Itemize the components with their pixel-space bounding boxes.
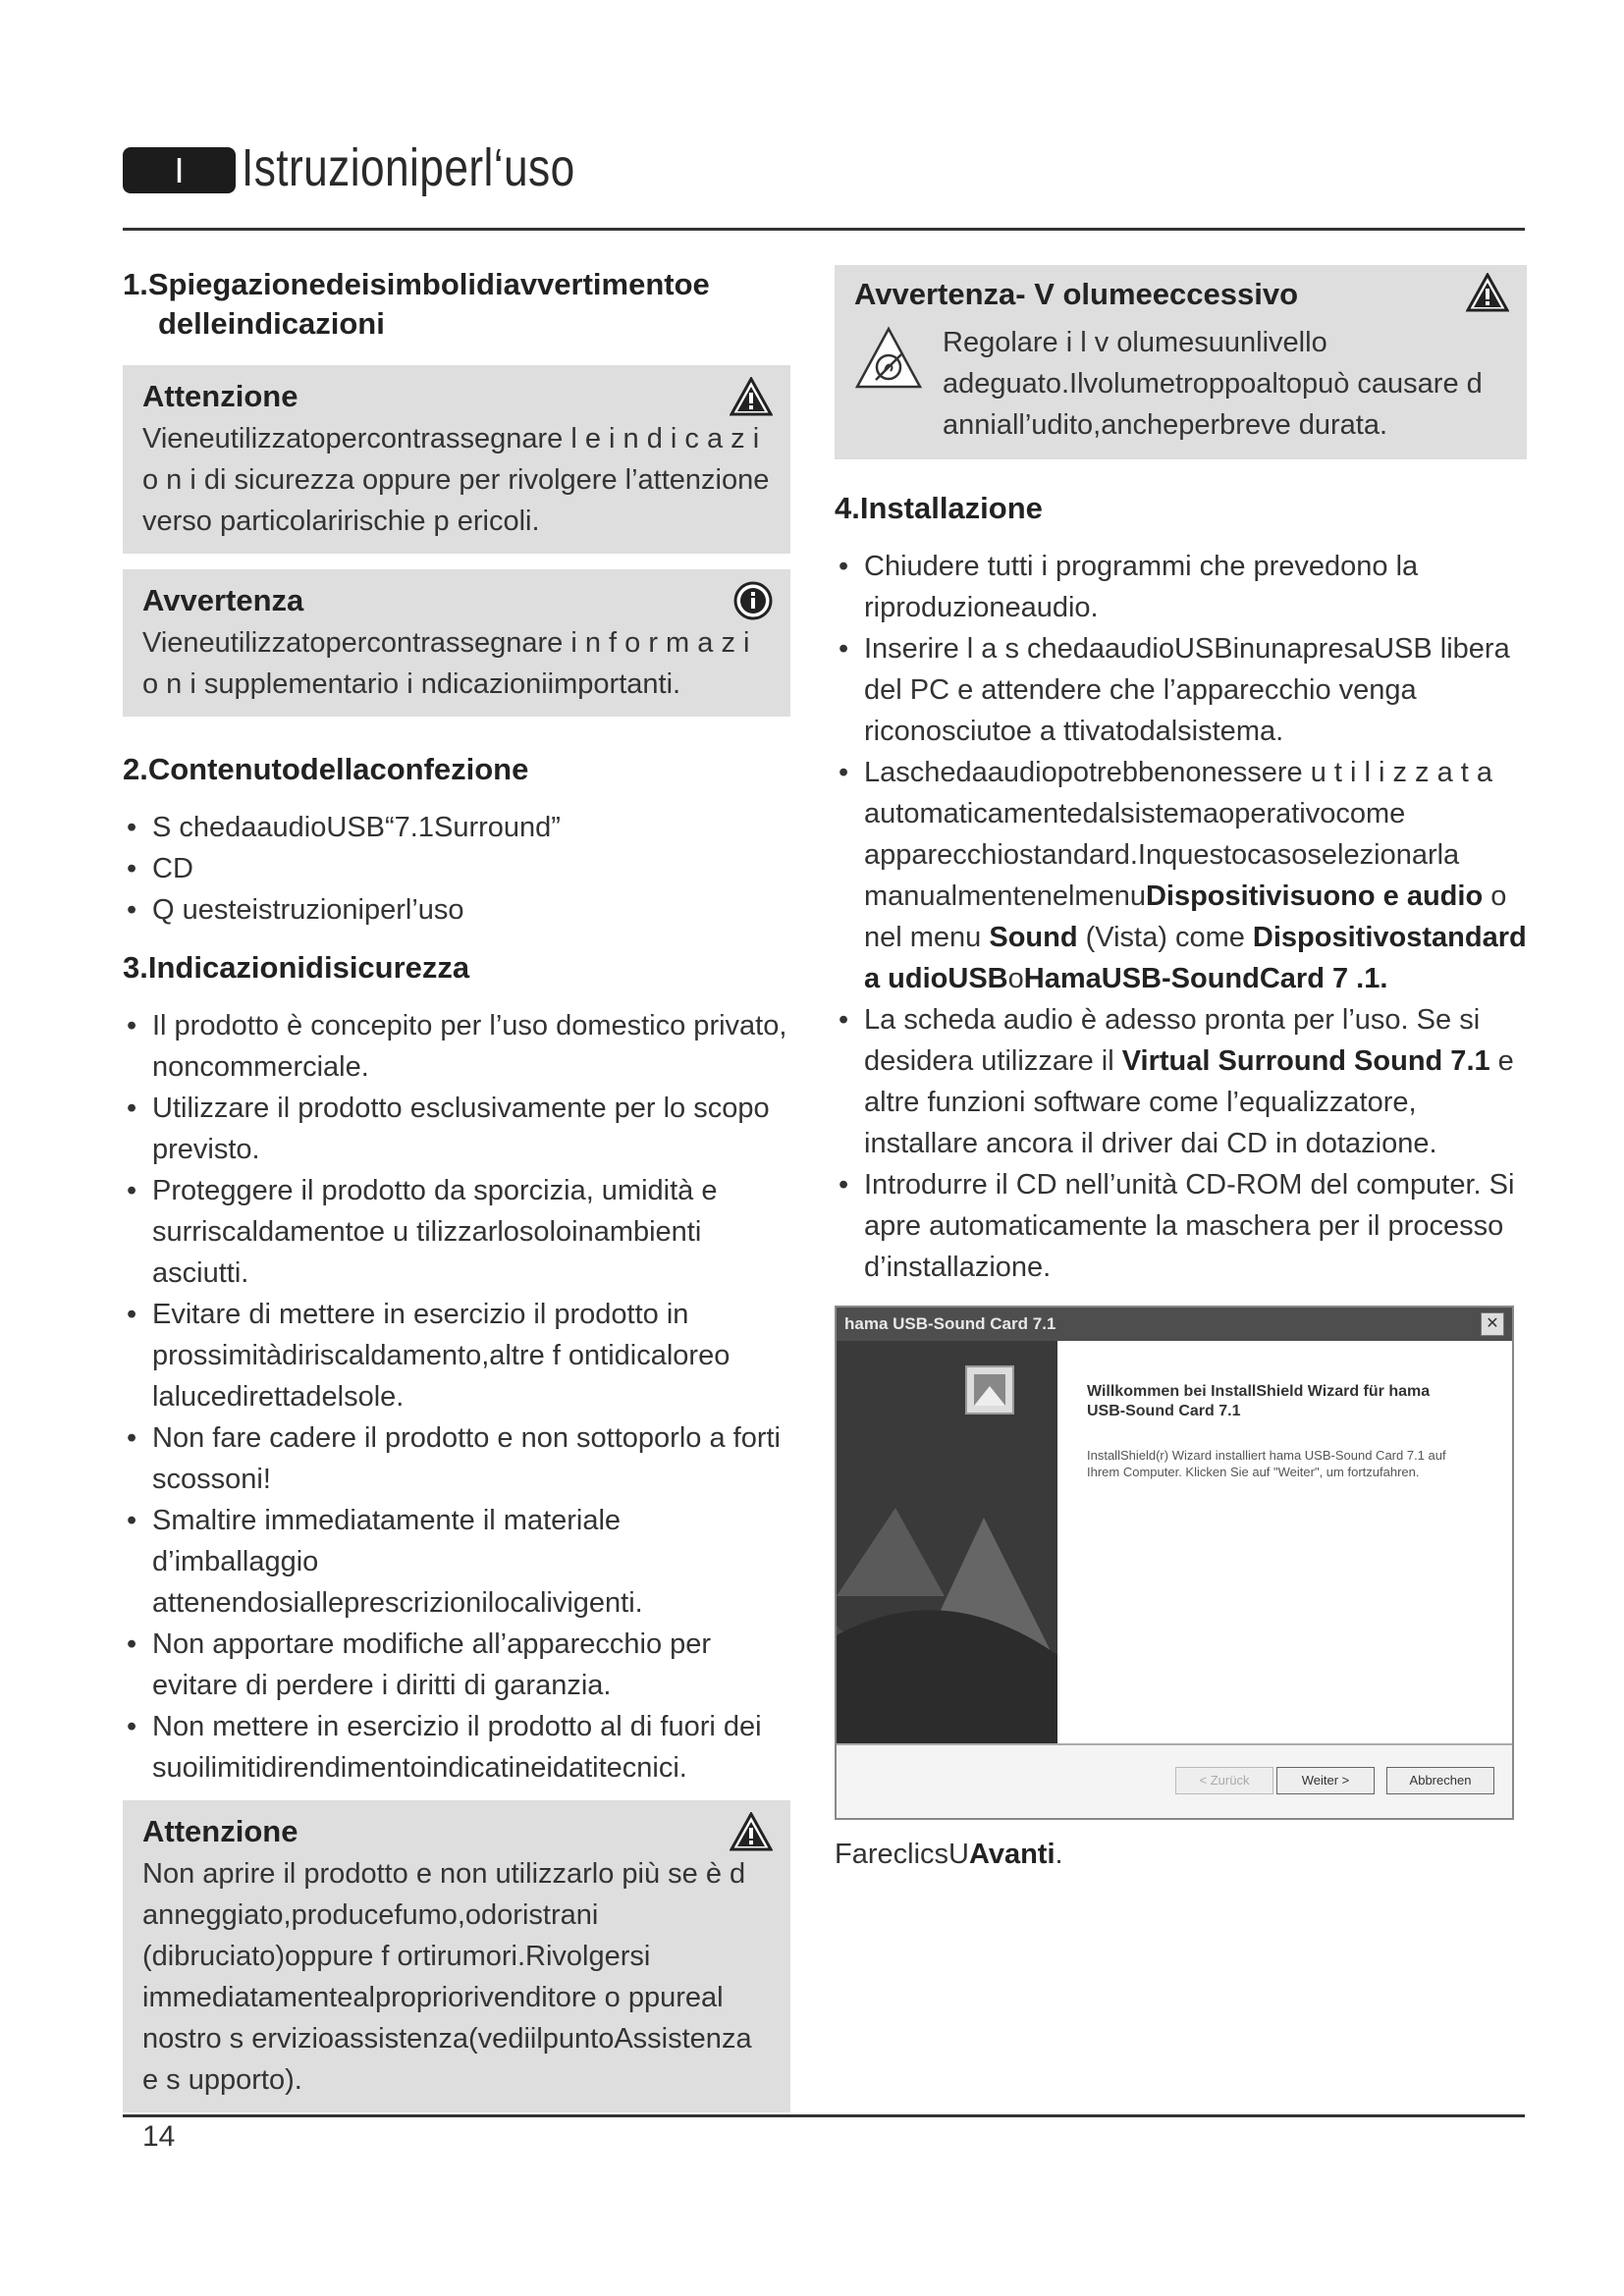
section-1-title-line2: delleindicazioni [158,306,385,341]
list-item: • CD [123,848,790,889]
left-column [123,265,790,2128]
package-contents-list [123,807,790,931]
list-item-text: (Vista) come [1077,922,1253,953]
attention-box [123,365,790,554]
installer-heading: Willkommen bei InstallShield Wizard für hama USB-Sound Card 7.1 [1087,1383,1431,1419]
notice-box [123,569,790,717]
device-name-text: Dispositivostandard a udioUSB [864,922,1527,994]
close-icon: ✕ [1481,1312,1504,1336]
list-item-text: Laschedaaudiopotrebbenonessere u t i l i z z a t a automaticamentedalsistemaoperativocome apparecchiostandard.Inquestocasoselezionarla manualmentenelmenu [864,757,1493,912]
list-item: • Proteggere il prodotto da sporcizia, umidità e surriscaldamentoe u tilizzarlosoloinambienti asciutti. [123,1170,790,1294]
safety-list [123,1005,790,1789]
list-item: • Q uesteistruzioniperl’uso [123,889,790,931]
list-item: • S chedaaudioUSB“7.1Surround” [123,807,790,848]
right-column [835,265,1527,1875]
list-item: • Chiudere tutti i programmi che prevedono la riproduzioneaudio. [835,546,1527,628]
menu-name-text: Sound [989,922,1078,953]
section-3-title: 3.Indicazionidisicurezza [123,950,470,985]
notice-heading: Avvertenza [142,583,304,617]
section-4-title: 4.Installazione [835,491,1043,525]
volume-warning-box [835,265,1527,459]
list-item: • Smaltire immediatamente il materiale d’imballaggio attenendosialleprescrizionilocalivigenti. [123,1500,790,1624]
language-badge: I [123,147,236,193]
list-item [835,752,1527,999]
list-item-text: o nel menu [864,881,1507,953]
list-item: • Introdurre il CD nell’unità CD-ROM del computer. Si apre automaticamente la maschera per il processo d’installazione. [835,1164,1527,1288]
volume-warning-heading: Avvertenza- V olumeeccessivo [854,277,1299,311]
device-name-text: HamaUSB-SoundCard 7 .1. [1023,963,1388,994]
warning-triangle-icon [1466,273,1509,317]
installer-screenshot [835,1306,1514,1820]
hearing-damage-icon [854,326,923,446]
back-button[interactable]: < Zurück [1175,1767,1273,1794]
list-item: • Non mettere in esercizio il prodotto al di fuori dei suoilimitidirendimentoindicatineidatitecnici. [123,1706,790,1789]
final-instruction [835,1834,1527,1875]
footer-rule [123,2114,1525,2117]
installer-banner [837,1341,1057,1743]
final-instruction-text: . [1055,1839,1063,1870]
list-item-text: La scheda audio è adesso pronta per l’uso. Se si desidera utilizzare il [864,1004,1481,1077]
feature-name-text: Virtual Surround Sound 7.1 [1121,1045,1490,1077]
section-1-title-line1: 1.Spiegazionedeisimbolidiavvertimentoe [123,267,710,301]
notice-text: Vieneutilizzatopercontrassegnare i n f o r m a z i o n i supplementario i ndicazioniimportanti. [142,627,750,700]
volume-warning-text: Regolare i l v olumesuunlivello adeguato.Ilvolumetroppoaltopuò causare d anniall’udito,ancheperbreve durata. [943,327,1483,441]
attention-box-2 [123,1800,790,2112]
attention-heading-2: Attenzione [142,1814,298,1848]
section-2-title: 2.Contenutodellaconfezione [123,752,529,786]
menu-name-text: Dispositivisuono e audio [1145,881,1484,912]
list-item: • Evitare di mettere in esercizio il prodotto in prossimitàdiriscaldamento,altre f ontidicaloreo lalucedirettadelsole. [123,1294,790,1417]
warning-triangle-icon [730,1812,773,1856]
attention-text-2: Non aprire il prodotto e non utilizzarlo più se è d anneggiato,producefumo,odoristrani (dibruciato)oppure f ortirumori.Rivolgersi immediatamentealpropriorivenditore o ppureal nostro s ervizioassistenza(vediilpuntoAssistenza e s upporto). [142,1858,752,2096]
next-button[interactable]: Weiter > [1276,1767,1375,1794]
warning-triangle-icon [730,377,773,421]
button-name-text: Avanti [968,1839,1056,1870]
header-rule [123,228,1525,231]
installer-content [1057,1341,1512,1743]
final-instruction-text: FareclicsU [835,1839,969,1870]
page-number: 14 [142,2120,176,2153]
installer-titlebar: hama USB-Sound Card 7.1 [837,1308,1512,1341]
installation-list [835,546,1527,1288]
list-item: • Il prodotto è concepito per l’uso domestico privato, noncommerciale. [123,1005,790,1088]
page-title: Istruzioniperl‘uso [242,138,575,197]
section-1-title [123,265,790,344]
list-item-text: o [1007,963,1024,994]
list-item [835,999,1527,1164]
installer-description: InstallShield(r) Wizard installiert hama USB-Sound Card 7.1 auf Ihrem Computer. Klicken Sie auf "Weiter", um fortzufahren. [1087,1448,1446,1479]
list-item: • Utilizzare il prodotto esclusivamente per lo scopo previsto. [123,1088,790,1170]
list-item: • Non apportare modifiche all’apparecchio per evitare di perdere i diritti di garanzia. [123,1624,790,1706]
list-item: • Inserire l a s chedaaudioUSBinunapresaUSB libera del PC e attendere che l’apparecchio venga riconosciutoe a ttivatodalsistema. [835,628,1527,752]
list-item: • Non fare cadere il prodotto e non sottoporlo a forti scossoni! [123,1417,790,1500]
cancel-button[interactable]: Abbrechen [1386,1767,1494,1794]
info-icon [733,581,773,625]
installer-button-bar [837,1743,1512,1818]
attention-text: Vieneutilizzatopercontrassegnare l e i n d i c a z i o n i di sicurezza oppure per rivolgere l’attenzione verso particolaririschie p ericoli. [142,423,770,537]
attention-heading: Attenzione [142,379,298,413]
list-item-text: e altre funzioni software come l’equalizzatore, installare ancora il driver dai CD in dotazione. [864,1045,1514,1159]
